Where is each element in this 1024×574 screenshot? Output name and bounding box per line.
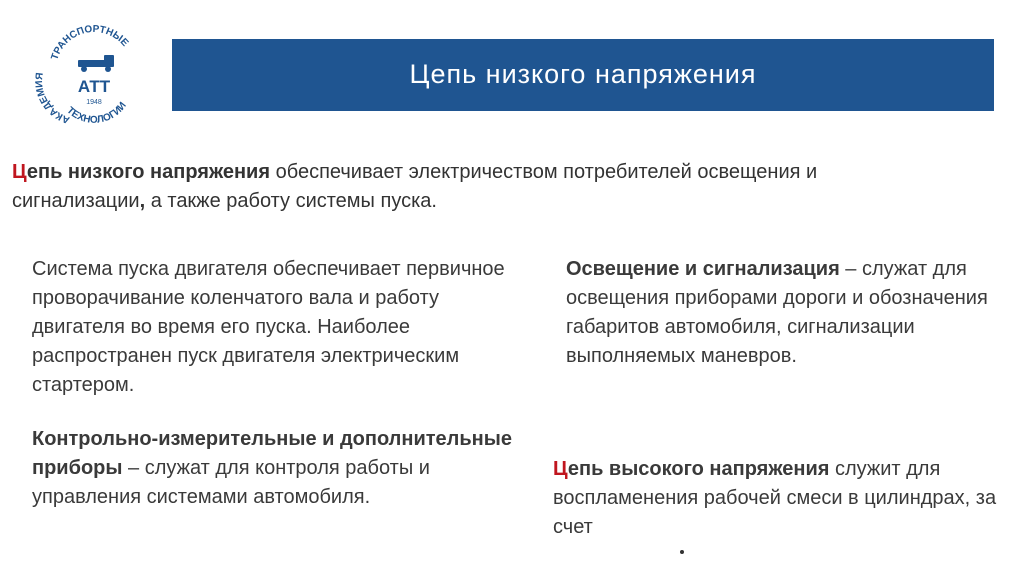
intro-comma: , bbox=[139, 190, 146, 212]
truck-icon bbox=[78, 55, 114, 72]
title-bar bbox=[172, 39, 994, 111]
logo-text-top: ТРАНСПОРТНЫЕ bbox=[49, 23, 131, 62]
academy-logo bbox=[28, 22, 156, 132]
logo-text-left: АКАДЕМИЯ bbox=[34, 72, 72, 126]
intro-first-letter: Ц bbox=[12, 161, 27, 183]
stray-dot bbox=[680, 550, 684, 554]
logo-year: 1948 bbox=[86, 99, 102, 106]
high-voltage-bold-term: епь высокого напряжения bbox=[567, 458, 830, 480]
instruments-text: – служат для контроля работы и управления системами автомобиля. bbox=[32, 457, 430, 508]
logo-abbr: АТТ bbox=[77, 77, 111, 96]
high-voltage-block bbox=[553, 455, 1003, 542]
start-system-block: Система пуска двигателя обеспечивает первичное проворачивание коленчатого вала и работу двигателя во время его пуска. Наиболее распространен пуск двигателя электрическим стартером. bbox=[32, 258, 505, 396]
svg-text:ТРАНСПОРТНЫЕ bbox=[50, 24, 131, 62]
high-voltage-text: служит для воспламенения рабочей смеси в цилиндрах, за счет bbox=[553, 458, 997, 538]
svg-text:АКАДЕМИЯ bbox=[34, 72, 71, 125]
logo-text-bottom: ТЕХНОЛОГИИ bbox=[64, 100, 129, 126]
intro-text-1: обеспечивает электричеством потребителей освещения и сигнализации bbox=[12, 161, 818, 212]
high-voltage-first-letter: Ц bbox=[553, 458, 568, 480]
lighting-text: – служат для освещения приборами дороги и обозначения габаритов автомобиля, сигнализации выполняемых маневров. bbox=[566, 258, 988, 367]
instruments-bold-term: Контрольно-измерительные и дополнительные приборы bbox=[32, 428, 512, 479]
instruments-block bbox=[32, 425, 532, 512]
intro-bold-term: епь низкого напряжения bbox=[26, 161, 271, 183]
lighting-block bbox=[566, 255, 1006, 371]
lighting-bold-term: Освещение и сигнализация bbox=[566, 258, 840, 280]
logo-emblem-icon bbox=[28, 22, 156, 132]
intro-text-2: а также работу системы пуска. bbox=[145, 190, 437, 212]
intro-paragraph bbox=[12, 158, 872, 216]
page-title: Цепь низкого напряжения bbox=[409, 59, 757, 89]
